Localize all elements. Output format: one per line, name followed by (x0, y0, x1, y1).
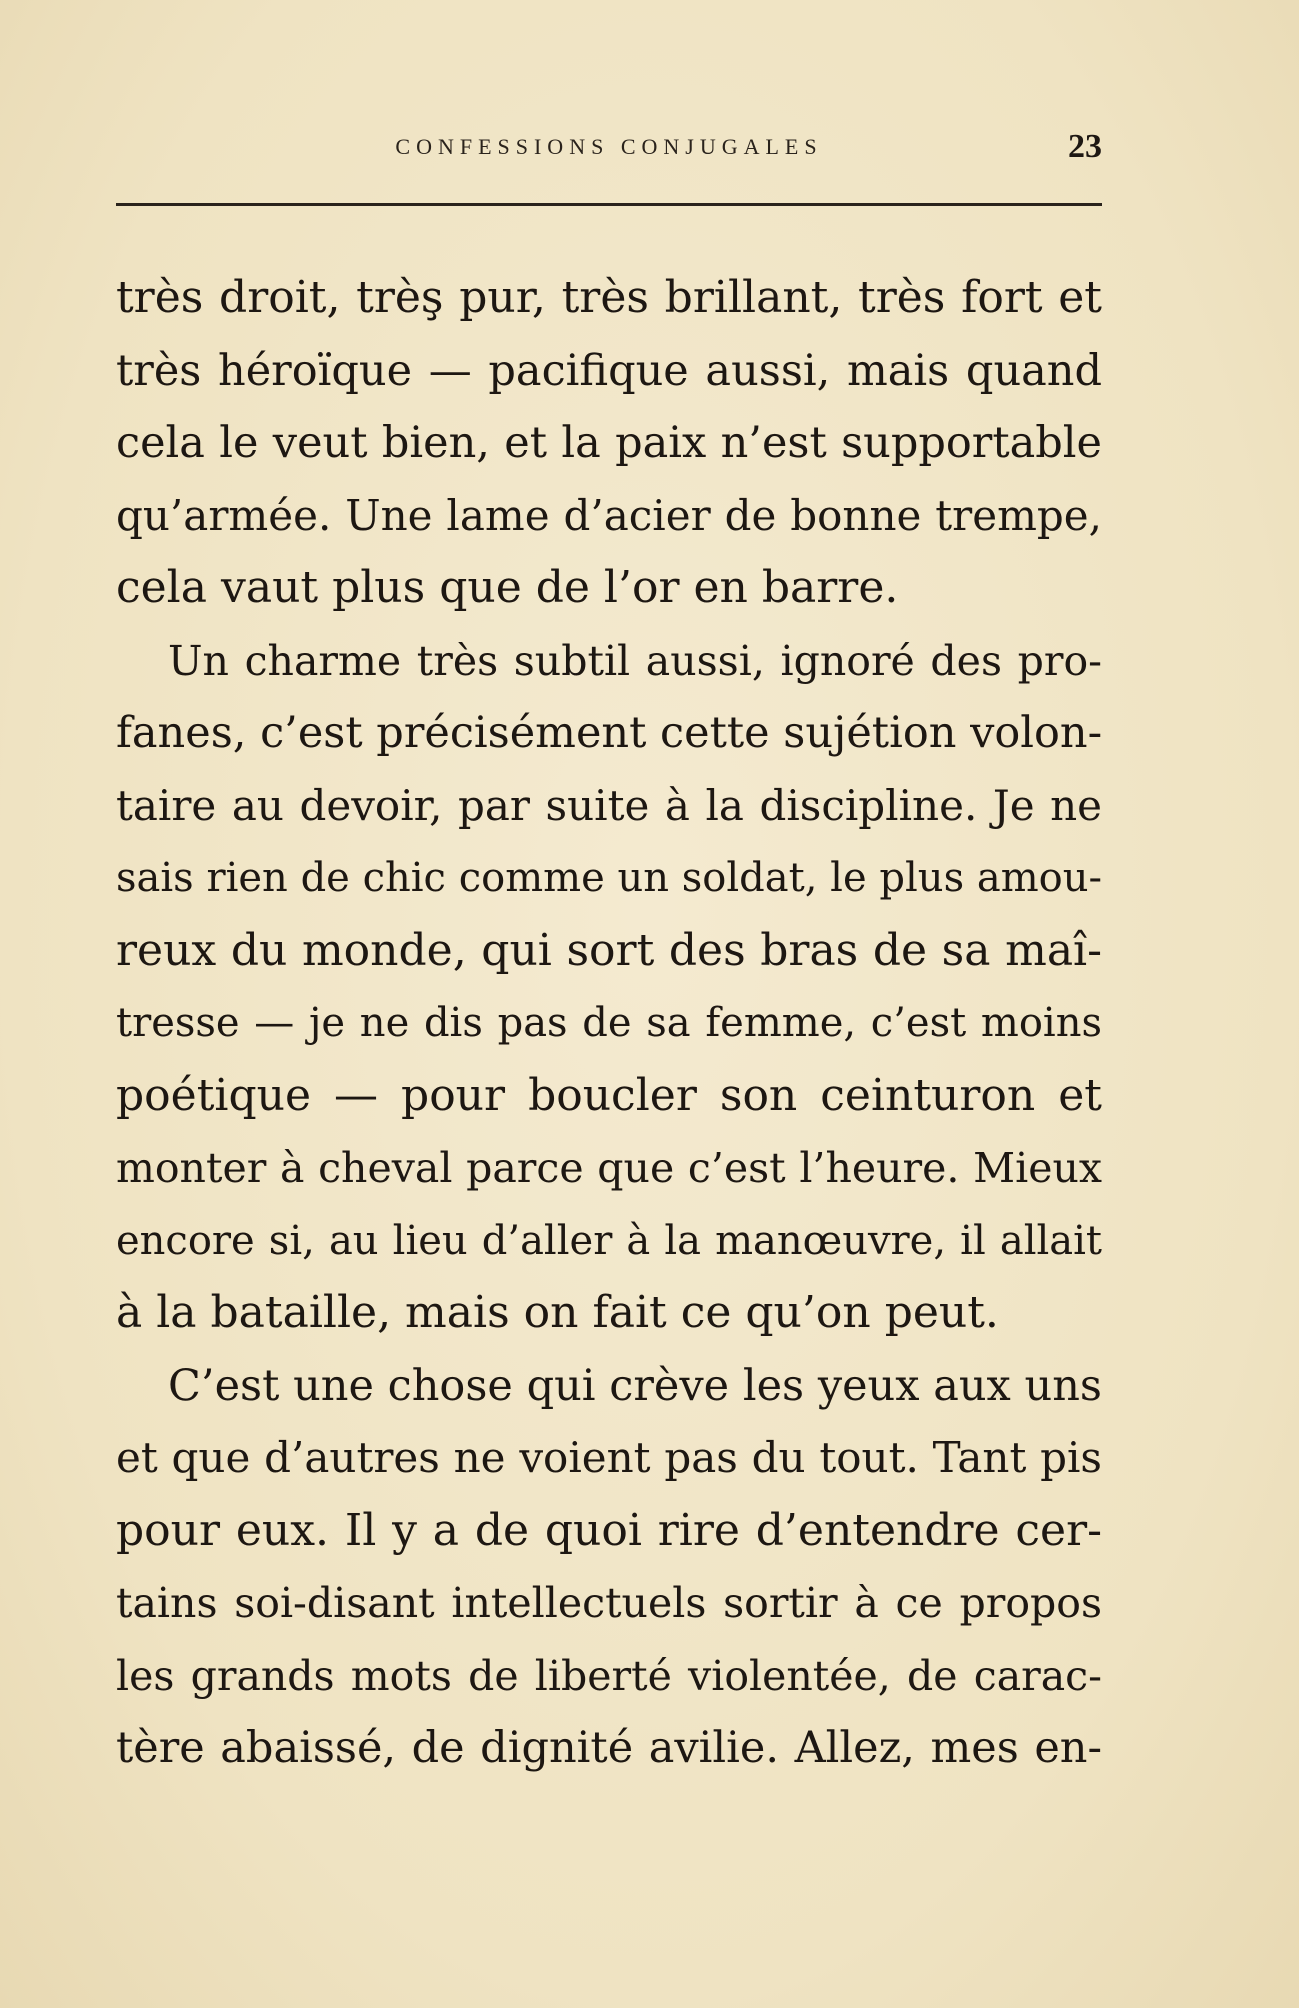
text-line: pour eux. Il y a de quoi rire d’entendre cer- (116, 1504, 1102, 1556)
text-line: poétique — pour boucler son ceinturon et (116, 1069, 1102, 1121)
text-line: cela vaut plus que de l’or en barre. (116, 562, 899, 613)
text-line: tains soi-disant intellectuels sortir à ce propos (116, 1579, 1102, 1627)
text-line: encore si, au lieu d’aller à la manœuvre, il allait (116, 1217, 1102, 1264)
text-line: C’est une chose qui crève les yeux aux uns (168, 1360, 1102, 1411)
text-line: les grands mots de liberté violentée, de carac- (116, 1651, 1102, 1700)
paragraph-1 (116, 262, 1102, 625)
text-line: Un charme très subtil aussi, ignoré des pro- (168, 636, 1102, 685)
text-line: à la bataille, mais on fait ce qu’on peut. (116, 1287, 999, 1338)
text-line: qu’armée. Une lame d’acier de bonne trempe, (116, 490, 1102, 540)
running-title: CONFESSIONS CONJUGALES (395, 134, 823, 159)
paragraph-2 (116, 625, 1102, 1350)
page-number: 23 (1068, 128, 1102, 165)
header-rule (116, 203, 1102, 206)
running-head (116, 128, 1102, 168)
text-line: fanes, c’est précisément cette sujétion volon- (116, 708, 1103, 758)
text-line: et que d’autres ne voient pas du tout. Tant pis (116, 1433, 1102, 1482)
text-line: très héroïque — pacifique aussi, mais quand (116, 345, 1102, 396)
text-line: monter à cheval parce que c’est l’heure. Mieux (116, 1144, 1102, 1192)
text-line: cela le veut bien, et la paix n’est supportable (116, 418, 1102, 468)
paragraph-3 (116, 1350, 1102, 1785)
text-line: tresse — je ne dis pas de sa femme, c’est moins (116, 1000, 1102, 1046)
text-line: taire au devoir, par suite à la discipline. Je ne (116, 780, 1102, 830)
text-line: reux du monde, qui sort des bras de sa maî- (116, 924, 1102, 976)
text-line: tère abaissé, de dignité avilie. Allez, mes en- (116, 1723, 1102, 1773)
text-line: très droit, trèş pur, très brillant, très fort et (116, 272, 1102, 323)
text-line: sais rien de chic comme un soldat, le plus amou- (116, 855, 1102, 901)
body-text (116, 262, 1102, 1785)
